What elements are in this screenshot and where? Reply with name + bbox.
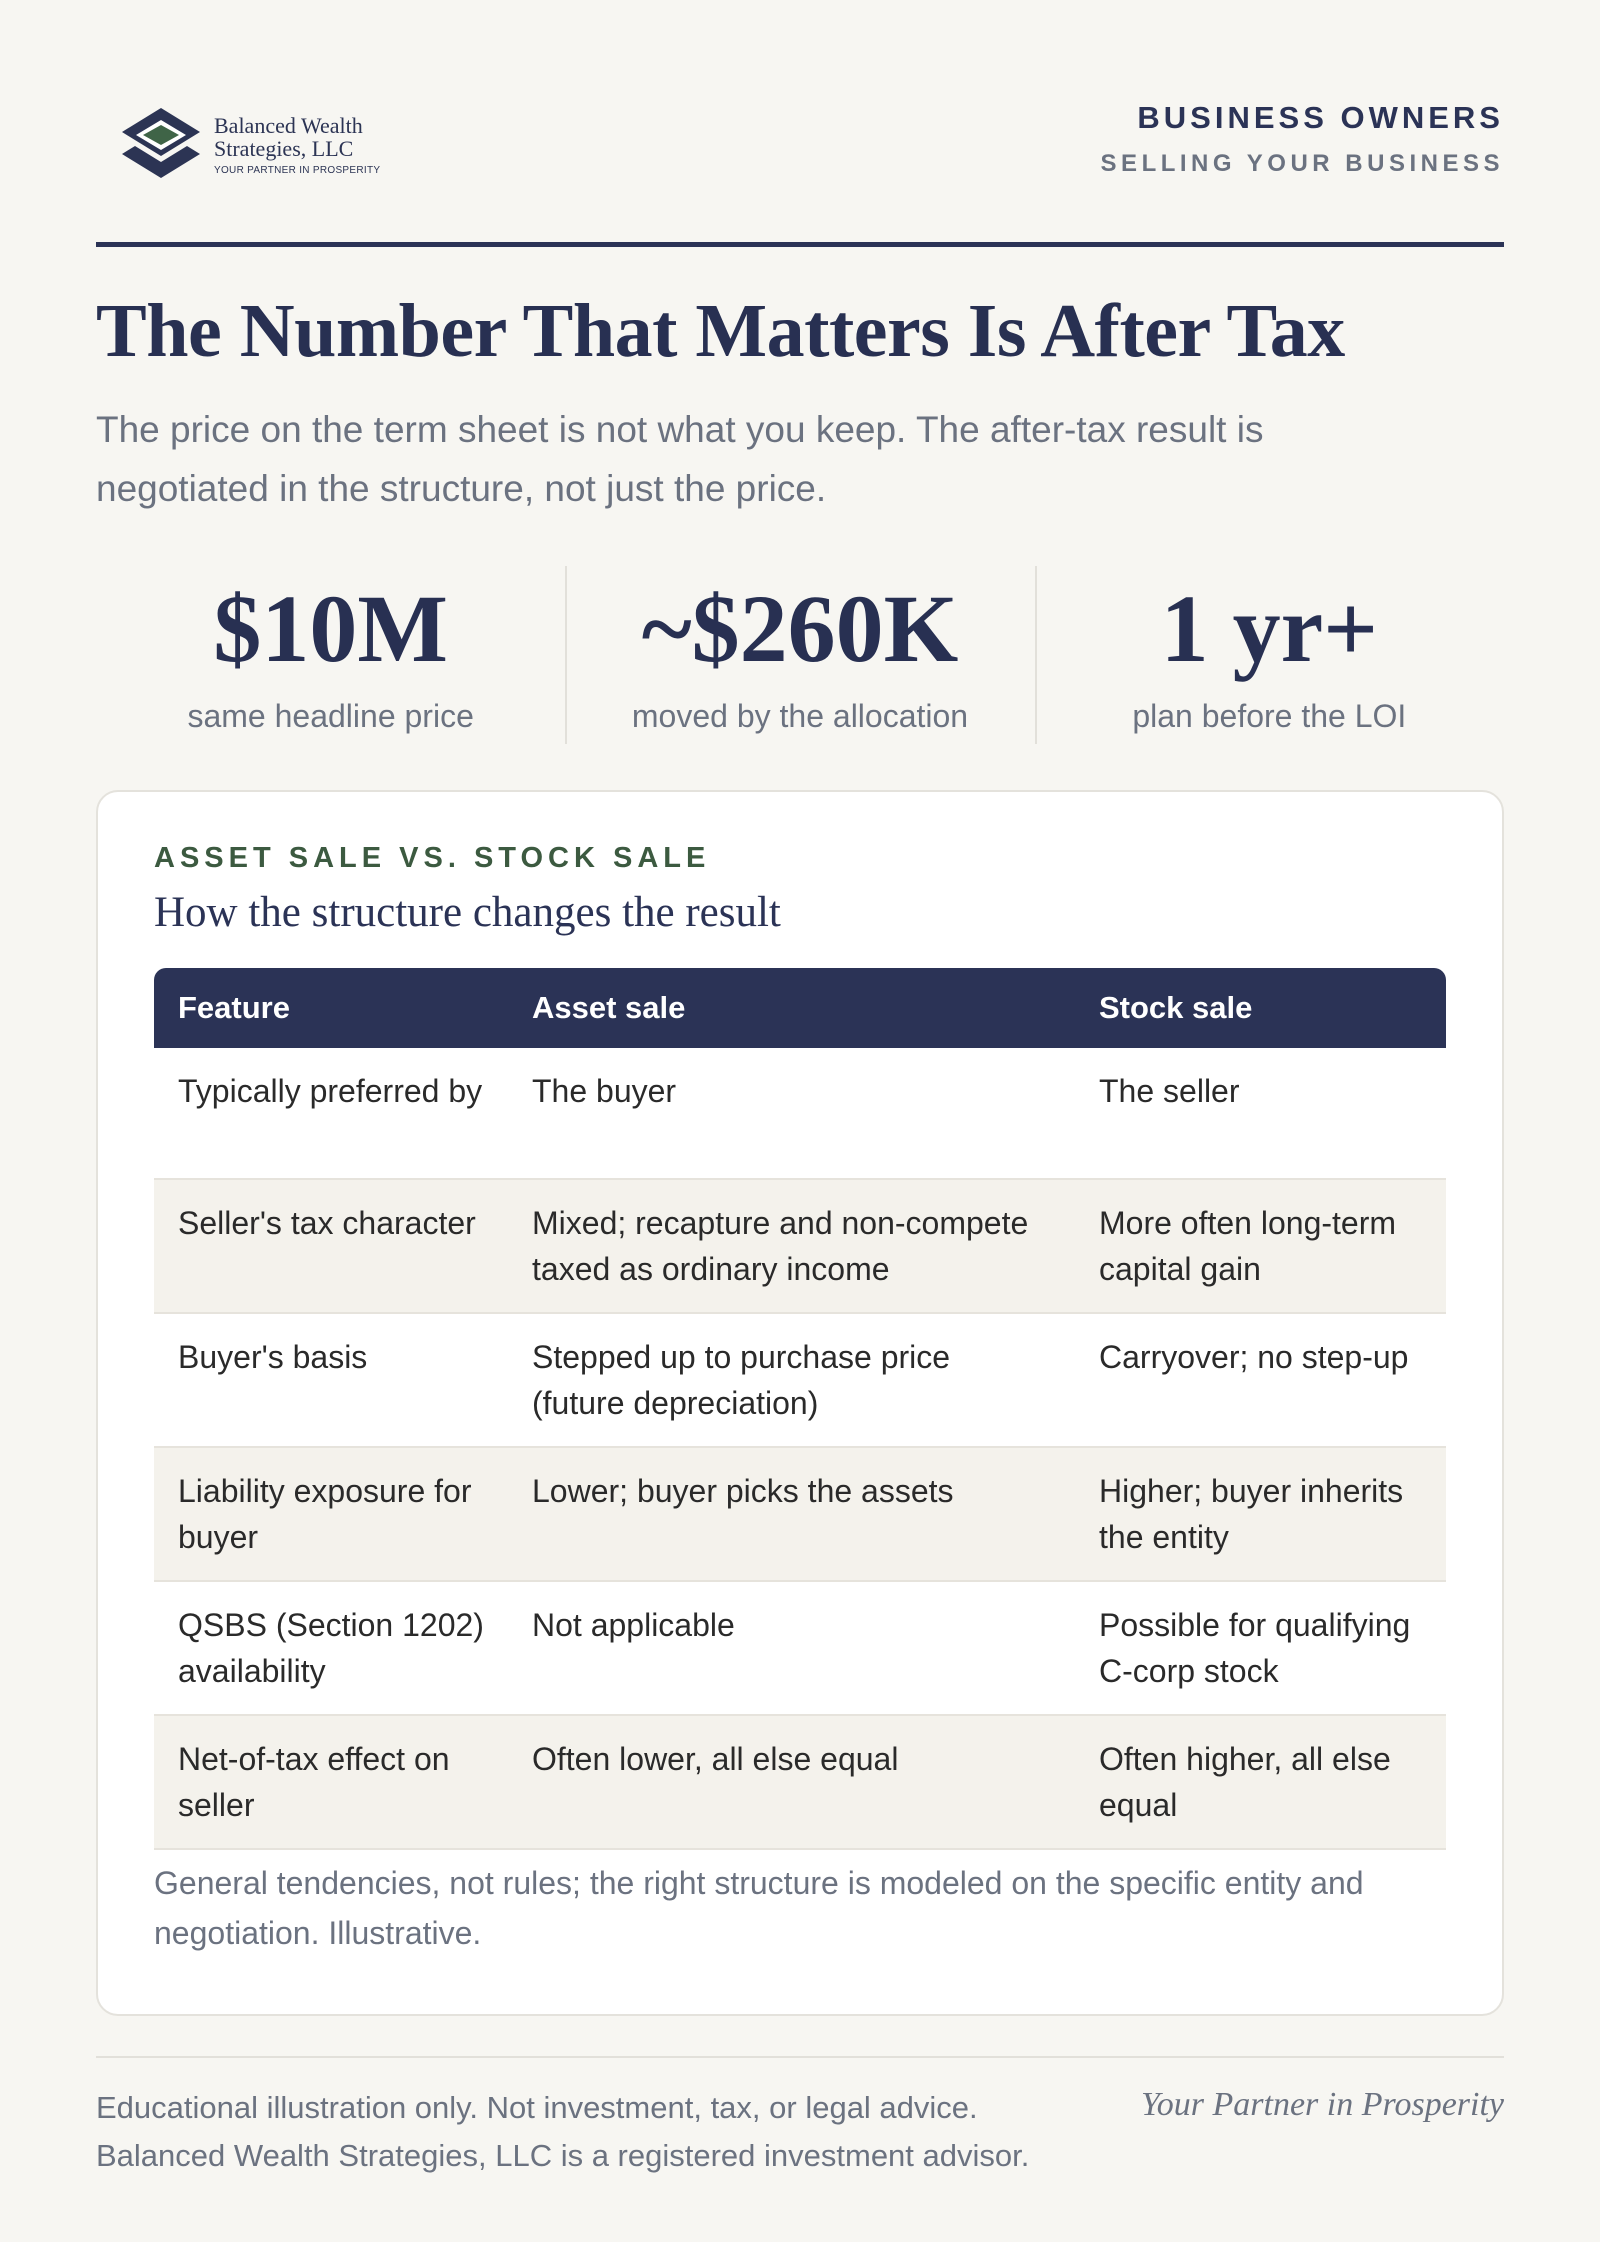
table-cell: Often lower, all else equal: [508, 1715, 1075, 1849]
stat-item: [1035, 566, 1504, 744]
table-header-row: [154, 968, 1446, 1048]
stat-value: $10M: [213, 575, 448, 682]
header-divider: [96, 242, 1504, 247]
table-cell: The seller: [1075, 1048, 1446, 1179]
footer-divider: [96, 2056, 1504, 2058]
table-cell: Often higher, all else equal: [1075, 1715, 1446, 1849]
table-cell: Mixed; recapture and non-compete taxed as ordinary income: [508, 1179, 1075, 1313]
table-cell: Higher; buyer inherits the entity: [1075, 1447, 1446, 1581]
table-row: [154, 1048, 1446, 1179]
table-cell: Typically preferred by: [154, 1048, 508, 1179]
logo-name-line1: Balanced Wealth: [214, 113, 363, 138]
table-row: [154, 1313, 1446, 1447]
table-cell: Not applicable: [508, 1581, 1075, 1715]
header-category: BUSINESS OWNERS: [1137, 100, 1504, 135]
page-title: The Number That Matters Is After Tax: [96, 289, 1345, 373]
table-row: [154, 1179, 1446, 1313]
table-cell: The buyer: [508, 1048, 1075, 1179]
page-lede: The price on the term sheet is not what you keep. The after-tax result is negotiated in the structure, not just the price.: [96, 409, 1264, 509]
table-cell: Carryover; no step-up: [1075, 1313, 1446, 1447]
footer-disclaimer: [96, 2084, 1029, 2180]
logo-name-line2: Strategies, LLC: [214, 136, 354, 161]
table-row: [154, 1447, 1446, 1581]
card-footnote: General tendencies, not rules; the right structure is modeled on the specific entity and negotiation. Illustrative.: [154, 1865, 1364, 1951]
column-header-asset-sale: Asset sale: [508, 968, 1075, 1048]
table-cell: QSBS (Section 1202) availability: [154, 1581, 508, 1715]
column-header-feature: Feature: [154, 968, 508, 1048]
table-cell: More often long-term capital gain: [1075, 1179, 1446, 1313]
table-cell: Lower; buyer picks the assets: [508, 1447, 1075, 1581]
stat-label: moved by the allocation: [631, 698, 969, 734]
comparison-table: [154, 968, 1446, 1850]
table-cell: Buyer's basis: [154, 1313, 508, 1447]
header-subcategory: SELLING YOUR BUSINESS: [1100, 150, 1504, 177]
card-title: How the structure changes the result: [154, 889, 781, 936]
comparison-card: [96, 790, 1504, 2016]
stat-item: [96, 566, 565, 744]
table-row: [154, 1581, 1446, 1715]
table-cell: Seller's tax character: [154, 1179, 508, 1313]
stats-row: [96, 566, 1504, 744]
header: [96, 96, 1504, 192]
stat-value: 1 yr+: [1160, 575, 1378, 682]
stat-item: [565, 566, 1034, 744]
table-cell: Stepped up to purchase price (future depreciation): [508, 1313, 1075, 1447]
stat-label: same headline price: [187, 698, 474, 734]
logo-mark-icon: [116, 102, 206, 188]
table-cell: Possible for qualifying C-corp stock: [1075, 1581, 1446, 1715]
table-cell: Net-of-tax effect on seller: [154, 1715, 508, 1849]
stat-value: ~$260K: [641, 575, 959, 682]
logo: [116, 102, 380, 188]
table-row: [154, 1715, 1446, 1849]
table-cell: Liability exposure for buyer: [154, 1447, 508, 1581]
stat-label: plan before the LOI: [1132, 698, 1407, 734]
header-category-block: [1101, 100, 1504, 178]
column-header-stock-sale: Stock sale: [1075, 968, 1446, 1048]
footer-motto: Your Partner in Prosperity: [1140, 2086, 1504, 2123]
logo-tagline: YOUR PARTNER IN PROSPERITY: [214, 165, 381, 176]
footer-disclaimer-line: Balanced Wealth Strategies, LLC is a registered investment advisor.: [96, 2138, 1030, 2173]
footer-disclaimer-line: Educational illustration only. Not investment, tax, or legal advice.: [96, 2090, 978, 2125]
card-eyebrow: ASSET SALE VS. STOCK SALE: [154, 842, 711, 874]
